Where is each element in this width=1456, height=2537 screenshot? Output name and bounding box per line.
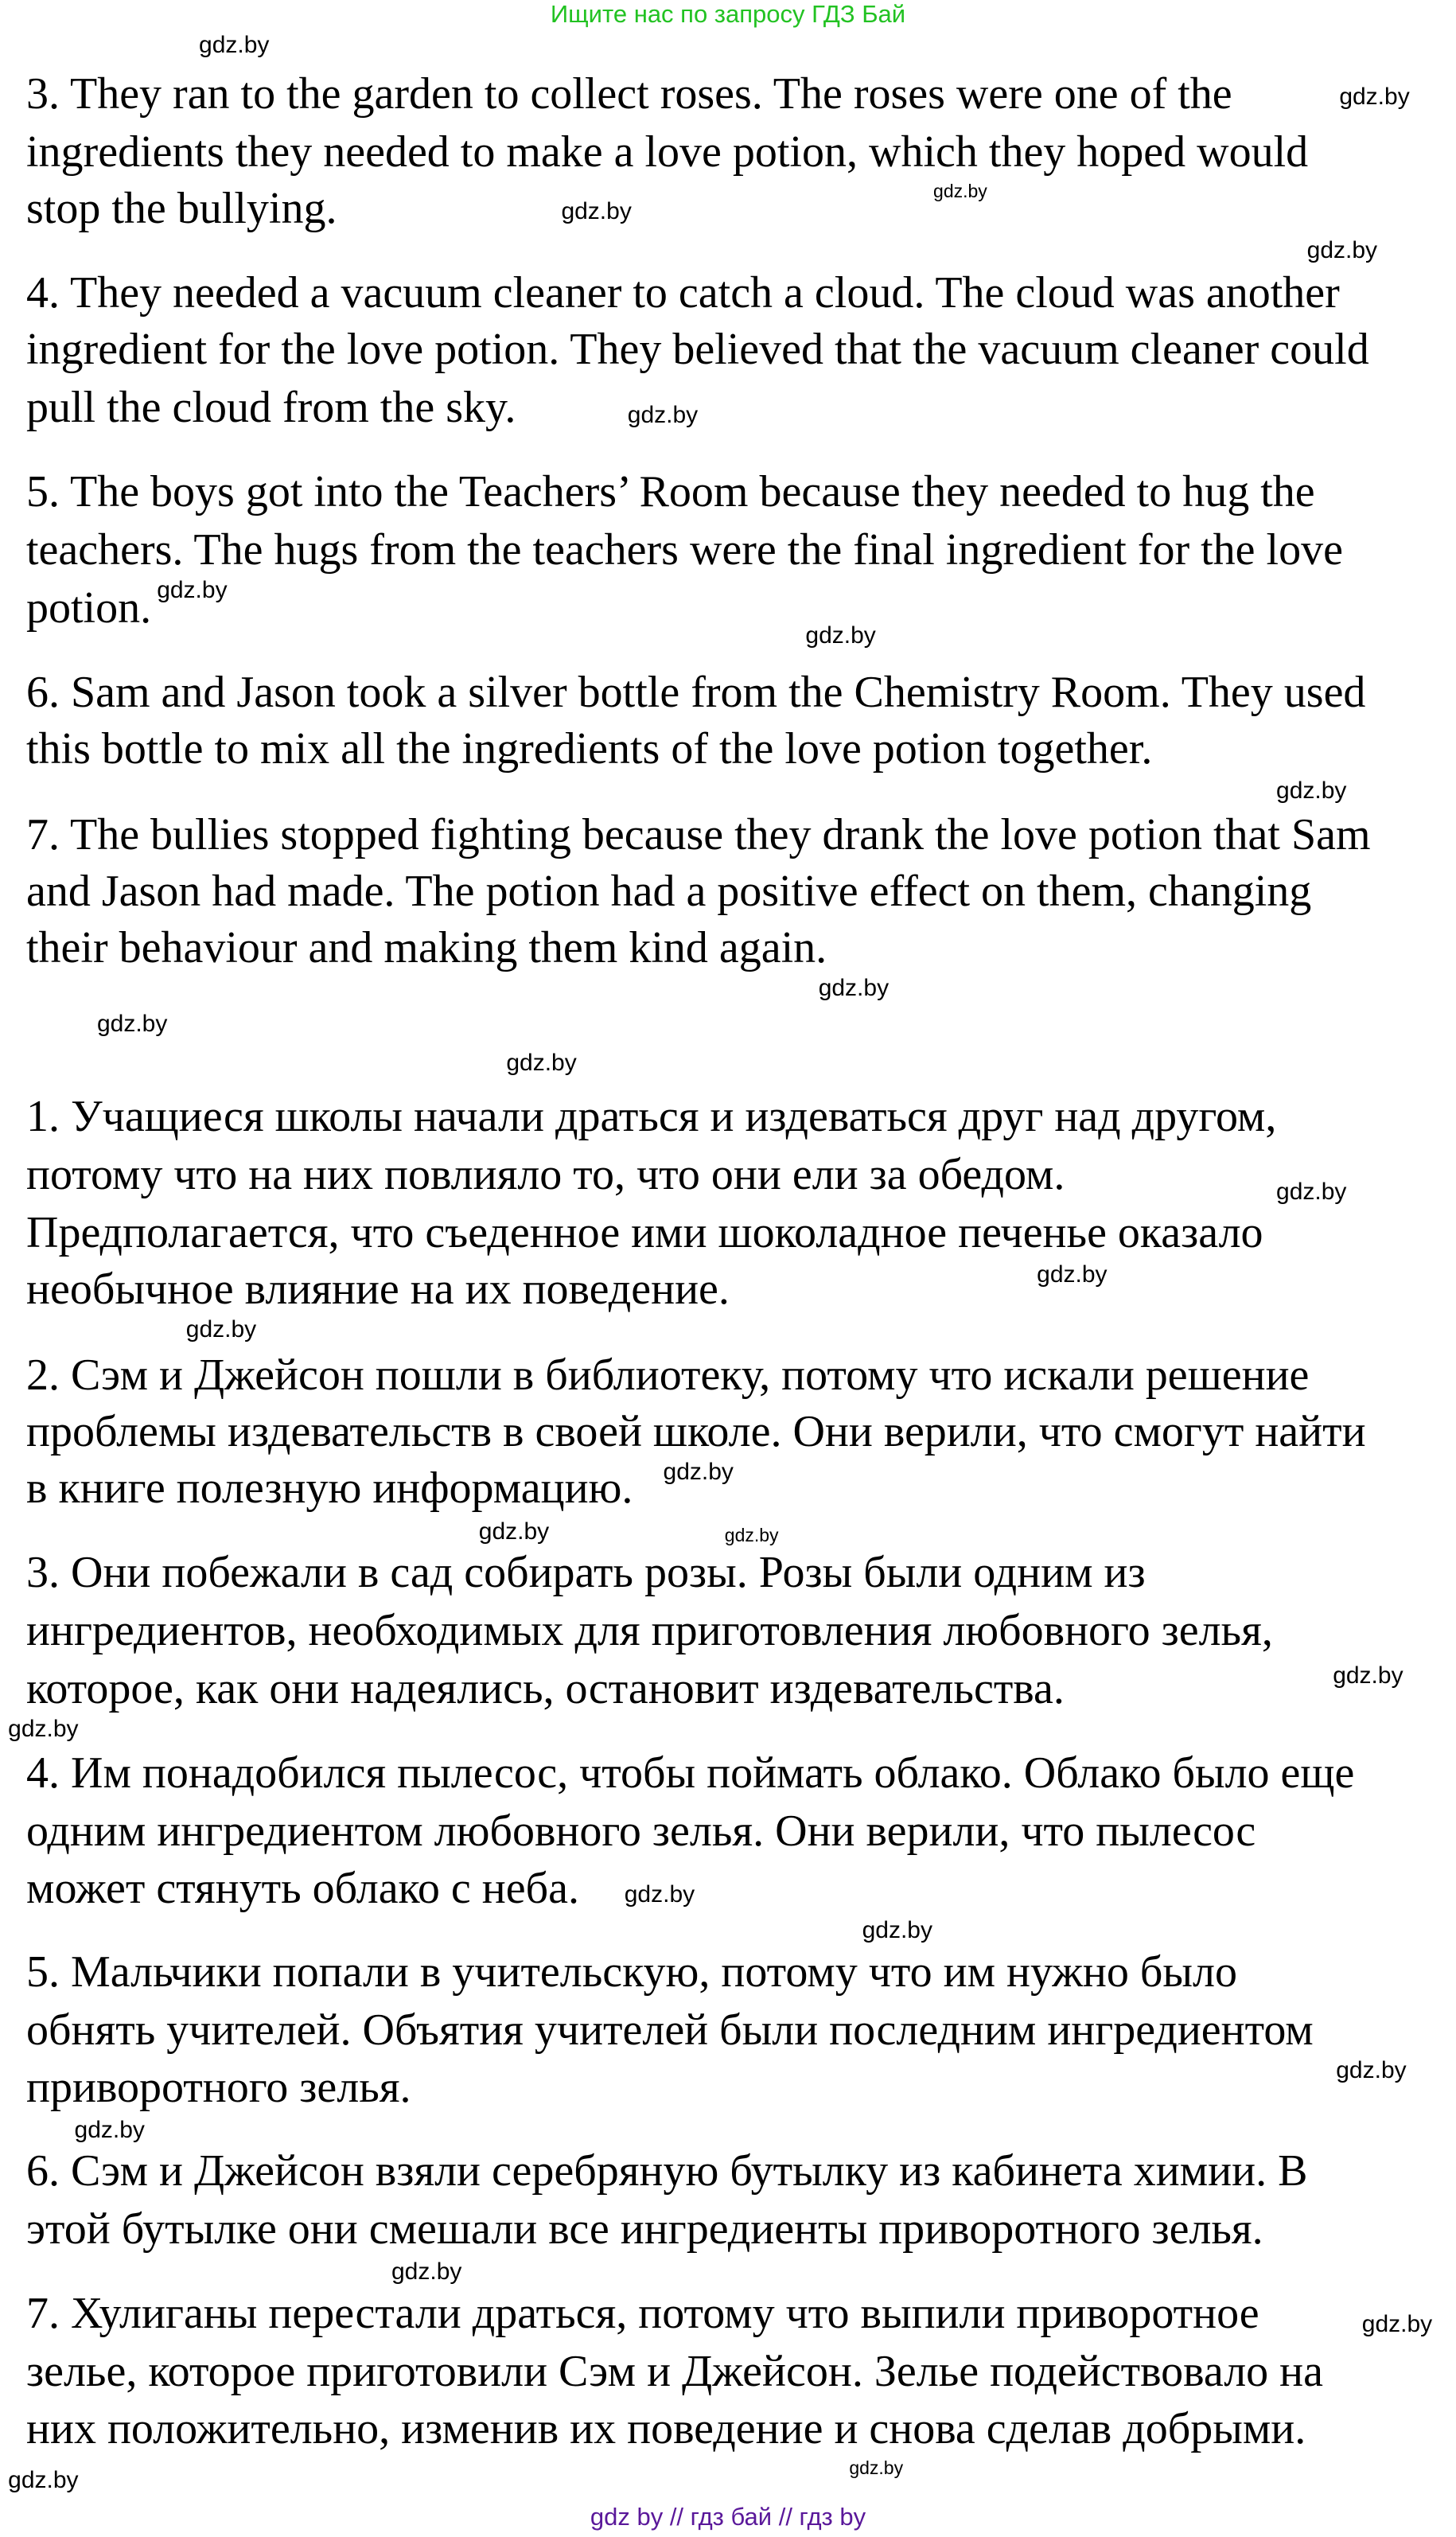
watermark: gdz.by: [185, 1315, 257, 1343]
watermark: gdz.by: [663, 1458, 734, 1485]
paragraph-line: 5. Мальчики попали в учительскую, потому что им нужно было: [26, 1947, 1237, 1997]
watermark: gdz.by: [818, 975, 890, 1002]
paragraph-line: потому что на них повлияло то, что они ели за обедом.: [26, 1149, 1065, 1199]
watermark: gdz.by: [849, 2457, 904, 2478]
paragraph-line: одним ингредиентом любовного зелья. Они верили, что пылесос: [26, 1806, 1256, 1857]
watermark: gdz.by: [506, 1049, 577, 1076]
paragraph-line: в книге полезную информацию.: [26, 1463, 633, 1514]
watermark: gdz.by: [8, 1716, 79, 1743]
watermark: gdz.by: [805, 622, 876, 649]
watermark: gdz.by: [199, 31, 270, 58]
paragraph-line: зелье, которое приготовили Сэм и Джейсон. Зелье подействовало на: [26, 2347, 1323, 2397]
paragraph-line: 1. Учащиеся школы начали драться и издеваться друг над другом,: [26, 1091, 1277, 1141]
paragraph-line: stop the bullying.: [26, 184, 337, 234]
paragraph-line: 4. They needed a vacuum cleaner to catch a cloud. The cloud was another: [26, 267, 1340, 318]
paragraph-line: potion.: [26, 583, 152, 633]
paragraph-line: and Jason had made. The potion had a positive effect on them, changing: [26, 867, 1312, 917]
paragraph-line: pull the cloud from the sky.: [26, 383, 516, 433]
watermark: gdz.by: [1276, 1179, 1347, 1206]
watermark: gdz.by: [478, 1518, 550, 1545]
paragraph-line: 2. Сэм и Джейсон пошли в библиотеку, потому что искали решение: [26, 1350, 1310, 1401]
paragraph-line: необычное влияние на их поведение.: [26, 1265, 730, 1315]
search-banner: Ищите нас по запросу ГДЗ Бай: [550, 0, 906, 28]
watermark: gdz.by: [8, 2466, 79, 2493]
paragraph-line: this bottle to mix all the ingredients of the love potion together.: [26, 724, 1153, 774]
watermark: gdz.by: [862, 1916, 932, 1943]
paragraph-line: 7. Хулиганы перестали драться, потому что выпили приворотное: [26, 2289, 1259, 2339]
watermark: gdz.by: [391, 2258, 462, 2285]
paragraph-line: 3. Они побежали в сад собирать розы. Розы были одним из: [26, 1548, 1146, 1598]
paragraph-line: 4. Им понадобился пылесос, чтобы поймать облако. Облако было еще: [26, 1748, 1355, 1799]
watermark: gdz.by: [1306, 237, 1378, 264]
watermark: gdz.by: [624, 1880, 695, 1908]
watermark: gdz.by: [74, 2117, 145, 2144]
paragraph-line: Предполагается, что съеденное ими шоколадное печенье оказало: [26, 1208, 1263, 1258]
watermark: gdz.by: [1339, 83, 1410, 110]
watermark: gdz.by: [933, 180, 987, 201]
paragraph-line: ingredient for the love potion. They believed that the vacuum cleaner could: [26, 325, 1369, 375]
watermark: gdz.by: [1276, 777, 1347, 805]
watermark: gdz.by: [1361, 2311, 1433, 2338]
paragraph-line: 6. Сэм и Джейсон взяли серебряную бутылку из кабинета химии. В: [26, 2146, 1308, 2196]
paragraph-line: приворотного зелья.: [26, 2062, 411, 2112]
watermark: gdz.by: [157, 576, 228, 603]
paragraph-line: ингредиентов, необходимых для приготовления любовного зелья,: [26, 1606, 1273, 1656]
paragraph-line: них положительно, изменив их поведение и снова сделав добрыми.: [26, 2403, 1306, 2453]
paragraph-line: their behaviour and making them kind again.: [26, 923, 827, 973]
paragraph-line: 3. They ran to the garden to collect roses. The roses were one of the: [26, 68, 1232, 119]
watermark: gdz.by: [724, 1524, 779, 1545]
paragraph-line: 6. Sam and Jason took a silver bottle from the Chemistry Room. They used: [26, 668, 1366, 718]
paragraph-line: обнять учителей. Объятия учителей были последним ингредиентом: [26, 2005, 1314, 2056]
paragraph-line: этой бутылке они смешали все ингредиенты приворотного зелья.: [26, 2204, 1263, 2254]
watermark: gdz.by: [96, 1010, 168, 1037]
watermark: gdz.by: [1336, 2057, 1407, 2084]
watermark: gdz.by: [627, 402, 699, 429]
paragraph-line: ingredients they needed to make a love potion, which they hoped would: [26, 127, 1309, 177]
watermark: gdz.by: [1333, 1662, 1403, 1689]
paragraph-line: проблемы издевательств в своей школе. Они верили, что смогут найти: [26, 1407, 1366, 1457]
paragraph-line: 5. The boys got into the Teachers’ Room because they needed to hug the: [26, 467, 1315, 517]
watermark: gdz.by: [561, 198, 632, 225]
paragraph-line: 7. The bullies stopped fighting because they drank the love potion that Sam: [26, 810, 1371, 860]
paragraph-line: которое, как они надеялись, остановит издевательства.: [26, 1664, 1065, 1714]
paragraph-line: может стянуть облако с неба.: [26, 1863, 579, 1913]
footer-links[interactable]: gdz by // гдз бай // гдз by: [590, 2503, 866, 2531]
watermark: gdz.by: [1037, 1261, 1108, 1288]
paragraph-line: teachers. The hugs from the teachers were the final ingredient for the love: [26, 525, 1343, 575]
